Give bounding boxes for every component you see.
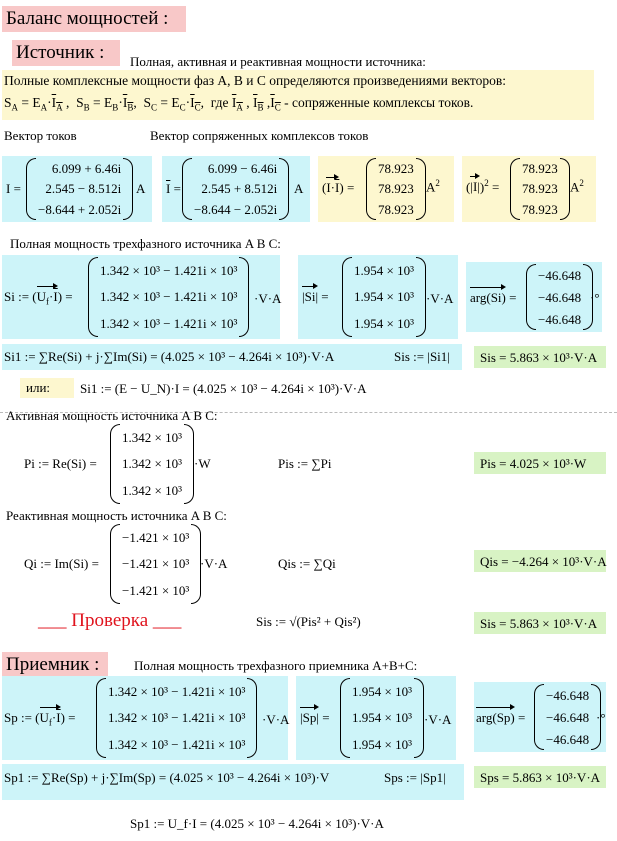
or-label: или: (26, 380, 51, 395)
current-a: 6.099 + 6.46i (51, 160, 122, 176)
reactive-power-heading: Реактивная мощность источника A B C: (6, 508, 227, 523)
current-unit: A (136, 181, 146, 196)
sis-check-result: Sis = 5.863 × 10³·V·A (480, 616, 598, 631)
arg-si-symbol: arg(Si) = (470, 290, 517, 305)
conj-current-a: 6.099 − 6.46i (207, 160, 278, 176)
sis-result: Sis = 5.863 × 10³·V·A (480, 350, 598, 365)
i-abs-sq-c: 78.923 (522, 202, 558, 218)
arg-sp-matrix (534, 684, 601, 750)
pi-unit: ·W (194, 456, 211, 471)
abs-sp-c: 1.954 × 10³ (352, 737, 412, 753)
abs-si-matrix (342, 257, 426, 337)
arg-sp-b: −46.648 (546, 709, 590, 725)
si1-row (2, 344, 462, 370)
abs-si-c: 1.954 × 10³ (354, 316, 414, 332)
i-ibar-c: 78.923 (378, 202, 414, 218)
conj-current-unit: A (294, 181, 304, 196)
abs-sp-matrix (340, 678, 424, 758)
note-line-1: Полные комплексные мощности фаз A, B и C определяются произведениями векторов: (4, 73, 506, 88)
current-c: −8.644 + 2.052i (38, 202, 122, 218)
abs-si-a: 1.954 × 10³ (354, 262, 414, 278)
arg-sp-a: −46.648 (546, 687, 590, 703)
si-unit: ·V·A (254, 291, 282, 306)
qi-symbol: Qi := Im(Si) = (24, 556, 99, 571)
i-ibar-matrix (366, 158, 426, 220)
conj-current-matrix (182, 158, 289, 220)
note-line-2: $S_A = E_A\cdot I_A$ , $S_B = E_B\cdot I_B$, $S_C = E_C\cdot I_C$, где $I_A$ , $I_B$ $,I_C$ - сопряженные комплексы токов. (4, 95, 474, 113)
sps-result: Sps = 5.863 × 10³·V·A (480, 770, 601, 785)
current-b: 2.545 − 8.512i (45, 181, 122, 197)
sis-check-definition: Sis := √(Pis² + Qis²) (256, 614, 361, 629)
receiver-description: Полная мощность трехфазного приемника A+B+C: (134, 658, 418, 673)
qi-b: −1.421 × 10³ (122, 556, 190, 572)
pis-definition: Pis := ∑Pi (278, 456, 332, 471)
source-label: Источник : (12, 40, 120, 66)
i-ibar-unit: $A^2$ (426, 178, 440, 195)
pis-result: Pis = 4.025 × 10³·W (480, 456, 587, 471)
sp-symbol: Sp := $(U_f\cdot\overline{I})$ = (4, 710, 76, 728)
conj-current-b: 2.545 + 8.512i (201, 181, 278, 197)
active-power-heading: Активная мощность источника A B C: (6, 408, 218, 423)
qis-result-box (474, 550, 606, 572)
sps-result-box (474, 766, 606, 788)
sp-unit: ·V·A (262, 712, 290, 727)
si-b: 1.342 × 10³ − 1.421i × 10³ (100, 289, 238, 305)
arg-si-unit: ·° (590, 290, 600, 305)
i-ibar-symbol: $(I\cdot\overline{I})$ = (322, 180, 355, 195)
i-abs-sq-symbol: $(|I|)^2$ = (466, 178, 500, 195)
arg-si-a: −46.648 (538, 267, 582, 283)
arg-sp-unit: ·° (596, 710, 606, 725)
sp-box (2, 676, 288, 760)
abs-si-symbol: |Si| = (302, 289, 329, 304)
conj-current-symbol: $\overline{I}$ = (166, 181, 181, 196)
sp1-expression: Sp1 := ∑Re(Sp) + j·∑Im(Sp) = (4.025 × 10³ − 4.264i × 10³)·V (4, 770, 330, 785)
qi-a: −1.421 × 10³ (122, 529, 190, 545)
sp-a: 1.342 × 10³ − 1.421i × 10³ (108, 683, 246, 699)
check-label: ___ Проверка ___ (38, 610, 182, 631)
abs-sp-box (296, 676, 456, 760)
abs-sp-b: 1.954 × 10³ (352, 710, 412, 726)
abs-si-unit: ·V·A (426, 291, 454, 306)
sp-c: 1.342 × 10³ − 1.421i × 10³ (108, 737, 246, 753)
qis-result: Qis = −4.264 × 10³·V·A (480, 554, 607, 569)
conj-current-vector-box (162, 156, 310, 222)
note-block (2, 70, 594, 120)
si1-alternative: Si1 := (E − U_N)·I = (4.025 × 10³ − 4.264i × 10³)·V·A (80, 381, 367, 396)
page-title: Баланс мощностей : (2, 6, 186, 32)
receiver-label: Приемник : (2, 652, 108, 678)
qi-c: −1.421 × 10³ (122, 583, 190, 599)
si-box (2, 255, 280, 339)
sp1-row (2, 764, 464, 800)
current-matrix (26, 158, 133, 220)
arg-sp-box (474, 682, 606, 752)
si-c: 1.342 × 10³ − 1.421i × 10³ (100, 316, 238, 332)
arg-sp-symbol: arg(Sp) = (476, 710, 526, 725)
pi-a: 1.342 × 10³ (122, 429, 182, 445)
source-description: Полная, активная и реактивная мощности источника: (130, 54, 426, 69)
i-abs-sq-matrix (510, 158, 570, 220)
pis-result-box (474, 452, 606, 474)
pi-symbol: Pi := Re(Si) = (24, 456, 97, 471)
pi-matrix (110, 424, 194, 504)
pi-b: 1.342 × 10³ (122, 456, 182, 472)
abs-sp-symbol: |Sp| = (300, 710, 330, 725)
i-abs-sq-b: 78.923 (522, 181, 558, 197)
arg-si-b: −46.648 (538, 289, 582, 305)
sp1-alternative: Sp1 := U_f·I = (4.025 × 10³ − 4.264i × 10³)·V·A (130, 816, 384, 831)
i-ibar-a: 78.923 (378, 160, 414, 176)
arg-sp-c: −46.648 (546, 731, 590, 747)
abs-si-box (298, 255, 458, 339)
or-label-box (20, 378, 74, 398)
current-vector-box (2, 156, 152, 222)
sps-definition: Sps := |Sp1| (384, 770, 446, 785)
arg-si-c: −46.648 (538, 311, 582, 327)
vector-currents-label: Вектор токов (4, 128, 77, 143)
qi-matrix (110, 524, 201, 604)
abs-sp-unit: ·V·A (424, 712, 452, 727)
i-abs-sq-a: 78.923 (522, 160, 558, 176)
qis-definition: Qis := ∑Qi (278, 556, 336, 571)
pi-c: 1.342 × 10³ (122, 483, 182, 499)
si-matrix (88, 257, 249, 337)
abs-si-b: 1.954 × 10³ (354, 289, 414, 305)
i-abs-sq-unit: $A^2$ (570, 178, 584, 195)
qi-unit: ·V·A (200, 556, 228, 571)
abs-sp-a: 1.954 × 10³ (352, 683, 412, 699)
sis-definition: Sis := |Si1| (394, 349, 450, 364)
i-ibar-b: 78.923 (378, 181, 414, 197)
si-a: 1.342 × 10³ − 1.421i × 10³ (100, 262, 238, 278)
current-symbol: I = (6, 181, 21, 196)
si1-expression: Si1 := ∑Re(Si) + j·∑Im(Si) = (4.025 × 10³ − 4.264i × 10³)·V·A (4, 349, 335, 364)
i-ibar-box (318, 156, 454, 222)
total-power-heading: Полная мощность трехфазного источника A B C: (10, 236, 281, 251)
arg-si-box (466, 262, 602, 332)
i-abs-sq-box (462, 156, 596, 222)
sp-matrix (96, 678, 257, 758)
sp-b: 1.342 × 10³ − 1.421i × 10³ (108, 710, 246, 726)
arg-si-matrix (526, 264, 593, 330)
sis-result-box (474, 346, 606, 368)
sis-check-result-box (474, 612, 606, 634)
si-symbol: Si := $(U_f\cdot\overline{I})$ = (4, 289, 73, 307)
conj-current-c: −8.644 − 2.052i (194, 202, 278, 218)
vector-conj-label: Вектор сопряженных комплексов токов (150, 128, 369, 143)
